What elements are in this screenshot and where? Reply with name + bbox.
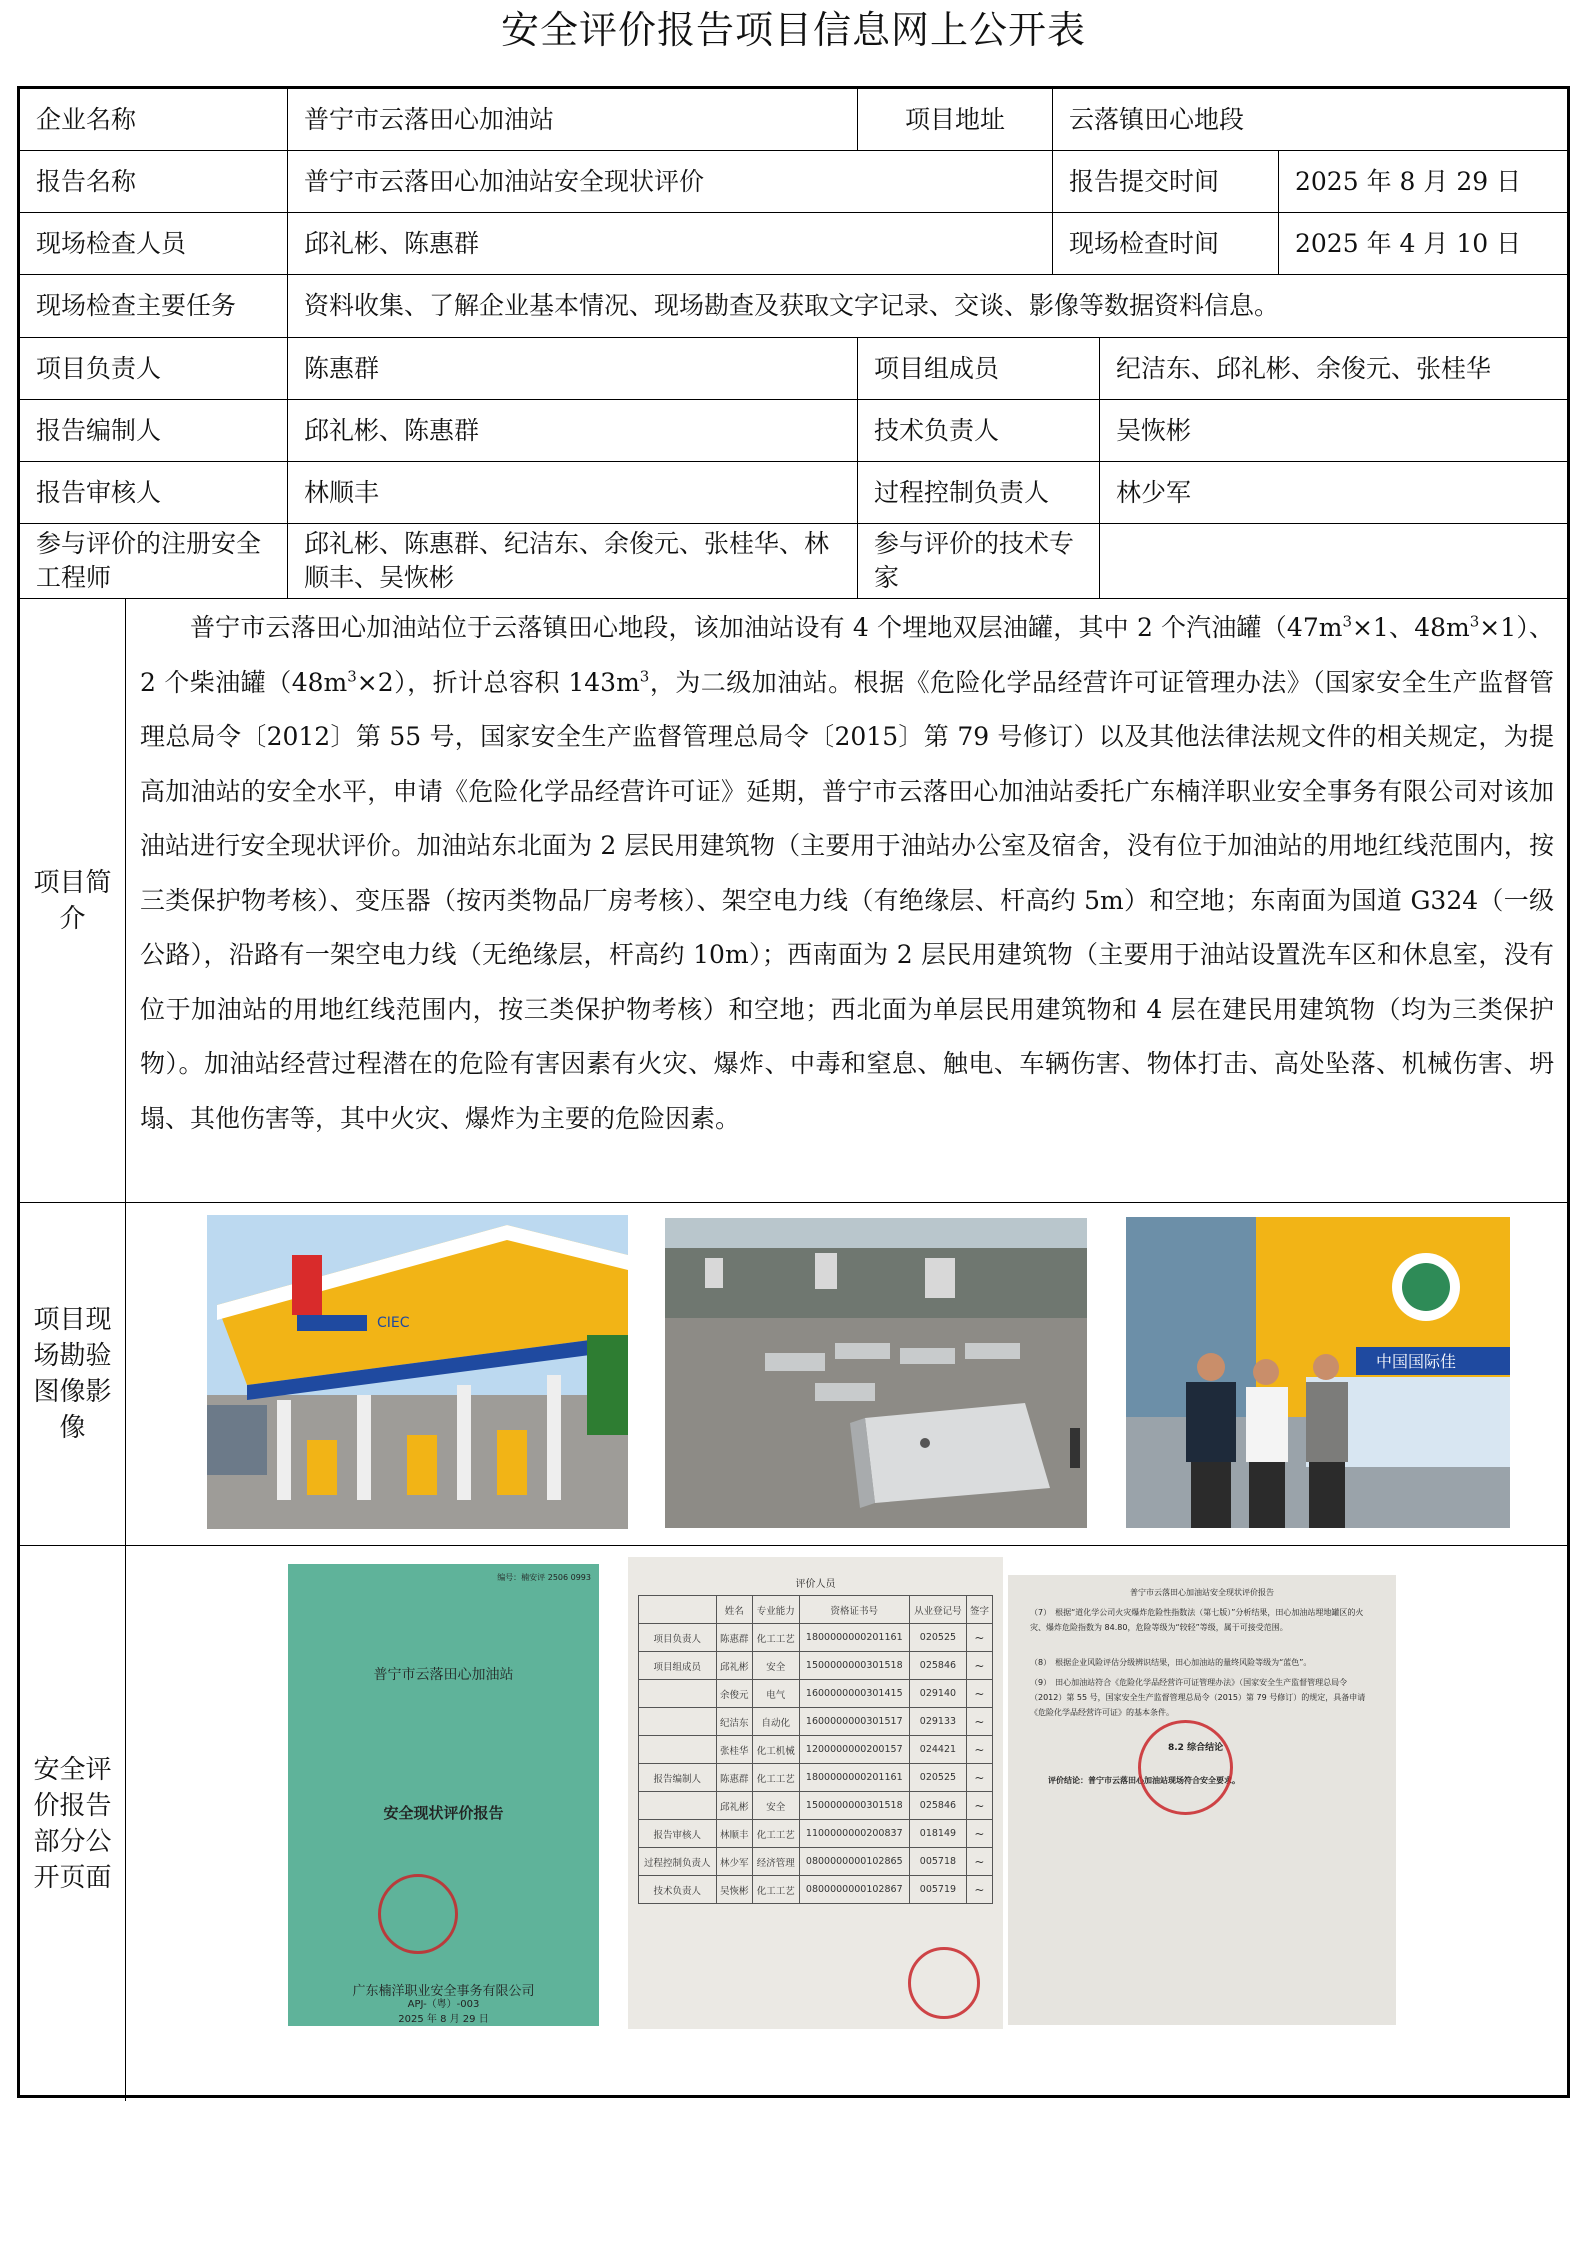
personnel-cell: 化工机械 — [752, 1736, 799, 1764]
signature-cell: ~ — [966, 1680, 992, 1708]
personnel-cell: 纪洁东 — [716, 1708, 752, 1736]
conclusion-seal — [1138, 1720, 1233, 1815]
personnel-cell: 1500000000301518 — [799, 1652, 909, 1680]
personnel-table — [638, 1595, 993, 1904]
report-author-value: 邱礼彬、陈惠群 — [288, 400, 858, 462]
personnel-cell: 化工工艺 — [752, 1624, 799, 1652]
personnel-header-cell: 姓名 — [716, 1596, 752, 1624]
main-task-label: 现场检查主要任务 — [20, 275, 288, 338]
report-cover-page — [288, 1564, 599, 2026]
personnel-header-cell: 专业能力 — [752, 1596, 799, 1624]
signature-cell: ~ — [966, 1736, 992, 1764]
personnel-page — [628, 1557, 1003, 2029]
personnel-row — [639, 1680, 993, 1708]
project-address-value: 云落镇田心地段 — [1053, 89, 1570, 151]
gas-station-photo — [207, 1215, 628, 1529]
report-reviewer-value: 林顺丰 — [288, 462, 858, 524]
inspectors-value: 邱礼彬、陈惠群 — [288, 213, 1053, 275]
signature-cell: ~ — [966, 1708, 992, 1736]
project-members-label: 项目组成员 — [858, 338, 1100, 400]
personnel-cell: 0800000000102865 — [799, 1848, 909, 1876]
signature-cell: ~ — [966, 1792, 992, 1820]
cover-seal — [378, 1874, 458, 1954]
tank-area-photo — [665, 1218, 1087, 1528]
personnel-row — [639, 1820, 993, 1848]
conclusion-verdict: 评价结论：普宁市云落田心加油站现场符合安全要求。 — [1048, 1776, 1240, 1785]
personnel-cell: 邱礼彬 — [716, 1652, 752, 1680]
personnel-cell — [639, 1680, 717, 1708]
cover-company: 普宁市云落田心加油站 — [373, 1667, 514, 1683]
personnel-cell: 1800000000201161 — [799, 1764, 909, 1792]
tech-experts-value — [1100, 524, 1570, 599]
cover-number: 编号：楠安评 2506 0993 — [497, 1573, 591, 1582]
engineers-value: 邱礼彬、陈惠群、纪洁东、余俊元、张桂华、林顺丰、吴恢彬 — [288, 524, 858, 599]
personnel-cell: 029140 — [909, 1680, 966, 1708]
company-name-value: 普宁市云落田心加油站 — [288, 89, 858, 151]
conclusion-section: 8.2 综合结论 — [1168, 1743, 1224, 1753]
personnel-cell: 自动化 — [752, 1708, 799, 1736]
report-pages-label: 安全评价报告部分公开页面 — [20, 1546, 126, 2101]
personnel-row — [639, 1876, 993, 1904]
inspect-date-value: 2025 年 4 月 10 日 — [1279, 213, 1570, 275]
personnel-cell — [639, 1736, 717, 1764]
personnel-cell: 邱礼彬 — [716, 1792, 752, 1820]
personnel-row — [639, 1652, 993, 1680]
personnel-cell — [639, 1792, 717, 1820]
personnel-cell: 报告编制人 — [639, 1764, 717, 1792]
cover-agency: 广东楠洋职业安全事务有限公司 — [352, 1984, 535, 1999]
personnel-cell: 化工工艺 — [752, 1820, 799, 1848]
personnel-cell: 020525 — [909, 1624, 966, 1652]
personnel-cell: 吴恢彬 — [716, 1876, 752, 1904]
personnel-cell: 电气 — [752, 1680, 799, 1708]
personnel-cell: 018149 — [909, 1820, 966, 1848]
personnel-header-cell: 从业登记号 — [909, 1596, 966, 1624]
report-reviewer-label: 报告审核人 — [20, 462, 288, 524]
personnel-row — [639, 1708, 993, 1736]
signature-cell: ~ — [966, 1876, 992, 1904]
wall-sign-text: 中国国际佳 — [1376, 1352, 1457, 1371]
personnel-cell: 技术负责人 — [639, 1876, 717, 1904]
personnel-cell: 化工工艺 — [752, 1876, 799, 1904]
conclusion-header: 普宁市云落田心加油站安全现状评价报告 — [1130, 1588, 1274, 1597]
signature-cell: ~ — [966, 1820, 992, 1848]
site-photos-label: 项目现场勘验图像影像 — [20, 1203, 126, 1546]
personnel-title: 评价人员 — [795, 1579, 836, 1590]
inspection-team-photo — [1126, 1217, 1510, 1528]
personnel-cell: 005718 — [909, 1848, 966, 1876]
signature-cell: ~ — [966, 1848, 992, 1876]
personnel-cell: 张桂华 — [716, 1736, 752, 1764]
submit-date-value: 2025 年 8 月 29 日 — [1279, 151, 1570, 213]
personnel-cell: 024421 — [909, 1736, 966, 1764]
project-address-label: 项目地址 — [858, 89, 1053, 151]
personnel-cell: 报告审核人 — [639, 1820, 717, 1848]
personnel-cell — [639, 1708, 717, 1736]
cover-date: 2025 年 8 月 29 日 — [398, 2014, 489, 2025]
personnel-cell: 1200000000200157 — [799, 1736, 909, 1764]
conclusion-item9: （9） 田心加油站符合《危险化学品经营许可证管理办法》（国家安全生产监督管理总局令（2012）第 55 号，国家安全生产监督管理总局令（2015）第 79 号修订）的规定，具备申请《危险化学品经营许可证》的基本条件。 — [1030, 1678, 1366, 1717]
signature-cell: ~ — [966, 1652, 992, 1680]
personnel-row — [639, 1624, 993, 1652]
personnel-cell: 029133 — [909, 1708, 966, 1736]
personnel-cell: 1600000000301517 — [799, 1708, 909, 1736]
personnel-cell: 1500000000301518 — [799, 1792, 909, 1820]
personnel-cell: 林少军 — [716, 1848, 752, 1876]
project-leader-value: 陈惠群 — [288, 338, 858, 400]
personnel-cell: 0800000000102867 — [799, 1876, 909, 1904]
project-members-value: 纪洁东、邱礼彬、余俊元、张桂华 — [1100, 338, 1570, 400]
conclusion-item7: （7） 根据“道化学公司火灾爆炸危险性指数法（第七版）”分析结果，田心加油站埋地罐区的火灾、爆炸危险指数为 84.80，危险等级为“较轻”等级，属于可接受范围。 — [1030, 1608, 1364, 1632]
personnel-row — [639, 1848, 993, 1876]
personnel-cell: 项目负责人 — [639, 1624, 717, 1652]
cover-cert: APJ-（粤）-003 — [407, 1999, 480, 2010]
personnel-seal — [908, 1947, 980, 2019]
personnel-cell: 余俊元 — [716, 1680, 752, 1708]
personnel-cell: 020525 — [909, 1764, 966, 1792]
personnel-cell: 经济管理 — [752, 1848, 799, 1876]
cover-report-title: 安全现状评价报告 — [383, 1804, 504, 1822]
submit-date-label: 报告提交时间 — [1053, 151, 1279, 213]
personnel-cell: 林顺丰 — [716, 1820, 752, 1848]
personnel-cell: 陈惠群 — [716, 1764, 752, 1792]
personnel-header-cell — [639, 1596, 717, 1624]
signature-cell: ~ — [966, 1764, 992, 1792]
tech-leader-value: 吴恢彬 — [1100, 400, 1570, 462]
report-author-label: 报告编制人 — [20, 400, 288, 462]
conclusion-page — [1008, 1575, 1396, 2025]
personnel-row — [639, 1736, 993, 1764]
report-name-label: 报告名称 — [20, 151, 288, 213]
conclusion-item8: （8） 根据企业风险评估分级辨识结果，田心加油站的量终风险等级为“蓝色”。 — [1030, 1658, 1312, 1667]
main-task-value: 资料收集、了解企业基本情况、现场勘查及获取文字记录、交谈、影像等数据资料信息。 — [288, 275, 1570, 338]
tech-leader-label: 技术负责人 — [858, 400, 1100, 462]
personnel-cell: 005719 — [909, 1876, 966, 1904]
project-leader-label: 项目负责人 — [20, 338, 288, 400]
report-name-value: 普宁市云落田心加油站安全现状评价 — [288, 151, 1053, 213]
process-leader-value: 林少军 — [1100, 462, 1570, 524]
inspectors-label: 现场检查人员 — [20, 213, 288, 275]
page-title: 安全评价报告项目信息网上公开表 — [500, 8, 1086, 52]
personnel-cell: 025846 — [909, 1652, 966, 1680]
personnel-cell: 安全 — [752, 1792, 799, 1820]
personnel-cell: 025846 — [909, 1792, 966, 1820]
personnel-header-cell: 资格证书号 — [799, 1596, 909, 1624]
engineers-label: 参与评价的注册安全工程师 — [20, 524, 288, 599]
personnel-cell: 过程控制负责人 — [639, 1848, 717, 1876]
tech-experts-label: 参与评价的技术专家 — [858, 524, 1100, 599]
personnel-header-cell: 签字 — [966, 1596, 992, 1624]
personnel-cell: 1800000000201161 — [799, 1624, 909, 1652]
personnel-row — [639, 1792, 993, 1820]
inspect-date-label: 现场检查时间 — [1053, 213, 1279, 275]
personnel-cell: 化工工艺 — [752, 1764, 799, 1792]
signature-cell: ~ — [966, 1624, 992, 1652]
company-name-label: 企业名称 — [20, 89, 288, 151]
process-leader-label: 过程控制负责人 — [858, 462, 1100, 524]
personnel-cell: 安全 — [752, 1652, 799, 1680]
intro-text: 普宁市云落田心加油站位于云落镇田心地段，该加油站设有 4 个埋地双层油罐，其中 2 个汽油罐（$47m^3\times 1$、$48m^3\times 1$）、2 个柴油罐$(48m^3\times 2)$，折计总容积 $143m^3$，为二级加油站。根据《危险化学品经营许可证管理办法》（国家安全生产监督管理总局令〔2012〕第 55 号，国家安全生产监督管理总局令〔2015〕第 79 号修订）以及其他法律法规文件的相关规定，为提高加油站的安全水平，申请《危险化学品经营许可证》延期，普宁市云落田心加油站委托广东楠洋职业安全事务有限公司对该加油站进行安全现状评价。加油站东北面为 2 层民用建筑物（主要用于油站办公室及宿舍，没有位于加油站的用地红线范围内，按三类保护物考核）、变压器（按丙类物品厂房考核）、架空电力线（有绝缘层、杆高约 5m）和空地；东南面为国道 G324（一级公路），沿路有一架空电力线（无绝缘层，杆高约 10m）；西南面为 2 层民用建筑物（主要用于油站设置洗车区和休息室，没有位于加油站的用地红线范围内，按三类保护物考核）和空地；西北面为单层民用建筑物和 4 层在建民用建筑物（均为三类保护物）。加油站经营过程潜在的危险有害因素有火灾、爆炸、中毒和窒息、触电、车辆伤害、物体打击、高处坠落、机械伤害、坍塌、其他伤害等，其中火灾、爆炸为主要的危险因素。 — [126, 599, 1570, 1203]
personnel-cell: 1100000000200837 — [799, 1820, 909, 1848]
personnel-cell: 陈惠群 — [716, 1624, 752, 1652]
info-table — [17, 86, 1570, 2098]
personnel-row — [639, 1764, 993, 1792]
intro-label: 项目简介 — [20, 599, 126, 1203]
personnel-cell: 1600000000301415 — [799, 1680, 909, 1708]
personnel-cell: 项目组成员 — [639, 1652, 717, 1680]
station-sign-text: CIEC — [377, 1315, 410, 1331]
